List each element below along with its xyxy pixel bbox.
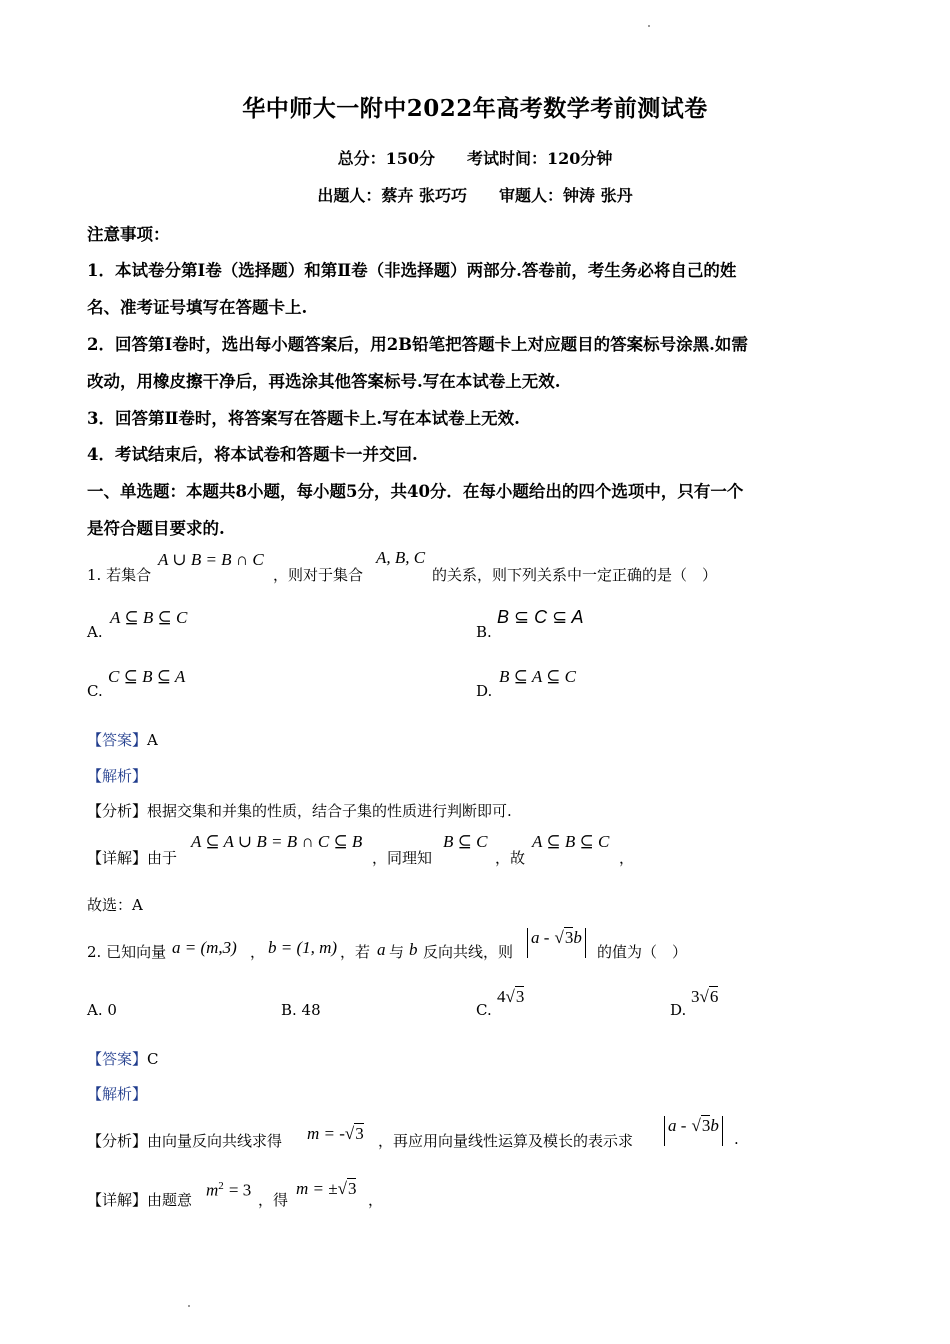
q2-suffix: 的值为（ ） (597, 943, 688, 961)
q2-mid: ，若 (340, 943, 371, 961)
expr-b: b (573, 928, 582, 947)
q2-fenxi-abs (664, 1116, 723, 1146)
radicand: 3 (355, 1124, 364, 1143)
answer-tag: 【答案】 (87, 731, 148, 749)
notice-item-4: 4．考试结束后，将本试卷和答题卡一并交回. (87, 445, 418, 464)
q2-vector-a: a = (m,3) (172, 938, 237, 957)
q2-detail-m2 (206, 1180, 251, 1200)
q1-option-b-label: B. (476, 623, 492, 641)
q1-mid: ，则对于集合 (273, 566, 364, 584)
radicand: 3 (347, 1179, 357, 1198)
notice-item-1-cont: 名、准考证号填写在答题卡上. (87, 298, 308, 317)
exponent: 2 (218, 1180, 224, 1192)
m-pm: m = ± (296, 1179, 338, 1198)
notice-item-3: 3．回答第Ⅱ卷时，将答案写在答题卡上.写在本试卷上无效. (87, 409, 520, 428)
coef: 4 (497, 987, 506, 1006)
q1-detail-math1: A ⊆ A ∪ B = B ∩ C ⊆ B (191, 832, 363, 851)
expr-b: b (710, 1116, 719, 1135)
q1-analysis-tag: 【解析】 (87, 767, 148, 785)
answer-value: C (147, 1050, 159, 1068)
q2-option-d (691, 987, 718, 1007)
eq-3: = 3 (228, 1180, 252, 1200)
q1-option-a: A ⊆ B ⊆ C (110, 608, 188, 627)
q2-detail-m (296, 1179, 356, 1199)
fenxi-tag: 【分析】 (87, 802, 148, 820)
expr-a: a - (531, 928, 550, 947)
detail-tag: 【详解】 (87, 849, 148, 867)
m-eq: m = - (307, 1124, 345, 1143)
q1-option-c: C ⊆ B ⊆ A (108, 667, 186, 686)
section-heading: 一、单选题：本题共8小题，每小题5分，共40分．在每小题给出的四个选项中，只有一个 (87, 482, 744, 501)
detail-pre: 由于 (147, 849, 178, 867)
q2-detail (87, 1189, 192, 1210)
coef: 3 (691, 987, 700, 1006)
q2-vector-b: b = (1, m) (268, 938, 338, 957)
expr-radicand: 3 (701, 1116, 711, 1135)
q1-option-c-label: C. (87, 682, 103, 700)
q1-fenxi (87, 800, 512, 821)
q1-sets: A, B, C (376, 548, 426, 567)
q1-option-b: B ⊆ C ⊆ A (497, 607, 584, 627)
score-time: 总分：150分 考试时间：120分钟 (337, 149, 613, 168)
answer-tag: 【答案】 (87, 1050, 148, 1068)
q1-option-d: B ⊆ A ⊆ C (499, 667, 576, 686)
q1-condition: A ∪ B = B ∩ C (158, 550, 264, 569)
q1-detail-math3: A ⊆ B ⊆ C (532, 832, 610, 851)
expr-a: a - (668, 1116, 687, 1135)
q1-detail (87, 847, 177, 868)
scan-dot (648, 25, 650, 27)
detail-tag: 【详解】 (87, 1191, 148, 1209)
q2-mid2: 反向共线，则 (423, 943, 514, 961)
q2-option-c-label: C. (476, 1001, 492, 1019)
notice-heading: 注意事项： (87, 225, 170, 244)
q1-option-a-label: A. (87, 623, 103, 641)
q2-option-d-label: D. (670, 1001, 687, 1019)
q2-prefix: 2. 已知向量 (87, 943, 167, 961)
q2-fenxi (87, 1130, 282, 1151)
q1-choose: 故选：A (87, 896, 143, 914)
q2-option-c (497, 987, 524, 1007)
notice-item-1: 1．本试卷分第Ⅰ卷（选择题）和第Ⅱ卷（非选择题）两部分.答卷前，考生务必将自己的姓 (87, 261, 737, 280)
scan-dot (188, 1305, 190, 1307)
page-title: 华中师大一附中2022年高考数学考前测试卷 (242, 95, 708, 122)
q2-detail-mid: ，得 (258, 1191, 289, 1209)
q2-option-b: B. 48 (281, 1001, 321, 1019)
section-heading-cont: 是符合题目要求的. (87, 519, 225, 538)
q2-abs-expression (527, 928, 586, 958)
radicand: 6 (709, 987, 719, 1006)
q2-answer (87, 1048, 159, 1069)
expr-radicand: 3 (564, 928, 574, 947)
notice-item-2-cont: 改动，用橡皮擦干净后，再选涂其他答案标号.写在本试卷上无效. (87, 372, 561, 391)
sqrt-sign: √ (344, 1124, 355, 1143)
notice-item-2: 2．回答第Ⅰ卷时，选出每小题答案后，用2B铅笔把答题卡上对应题目的答案标号涂黑.如需 (87, 335, 748, 354)
q2-b: b (409, 940, 418, 959)
q2-option-a: A. 0 (87, 1001, 117, 1019)
sqrt-sign: √ (554, 928, 564, 947)
fenxi-tag: 【分析】 (87, 1132, 148, 1150)
answer-value: A (147, 731, 158, 749)
sqrt-sign: √ (337, 1179, 347, 1198)
sqrt-sign: √ (691, 1116, 701, 1135)
q1-detail-end: ， (619, 849, 635, 867)
q2-detail-end: ， (368, 1191, 384, 1209)
q1-option-d-label: D. (476, 682, 493, 700)
q2-fenxi-mid: ，再应用向量线性运算及模长的表示求 (378, 1132, 634, 1150)
q2-fenxi-end: . (734, 1130, 739, 1148)
fenxi-text: 根据交集和并集的性质，结合子集的性质进行判断即可. (147, 802, 512, 820)
authors: 出题人：蔡卉 张巧巧 审题人：钟涛 张丹 (317, 186, 633, 205)
detail-pre: 由题意 (147, 1191, 193, 1209)
sqrt-sign: √ (505, 987, 515, 1006)
radicand: 3 (515, 987, 525, 1006)
q1-answer (87, 729, 158, 750)
m: m (206, 1180, 219, 1200)
q2-analysis-tag: 【解析】 (87, 1085, 148, 1103)
fenxi-pre: 由向量反向共线求得 (147, 1132, 283, 1150)
q2-fenxi-m (307, 1124, 364, 1144)
q2-comma: ， (250, 943, 266, 961)
q2-and: 与 (389, 943, 405, 961)
q1-detail-mid2: ，故 (495, 849, 526, 867)
q1-detail-mid: ，同理知 (372, 849, 433, 867)
q2-a: a (377, 940, 386, 959)
q1-detail-math2: B ⊆ C (443, 832, 488, 851)
q1-suffix: 的关系，则下列关系中一定正确的是（ ） (432, 566, 718, 584)
q1-prefix: 1. 若集合 (87, 566, 152, 584)
sqrt-sign: √ (699, 987, 709, 1006)
